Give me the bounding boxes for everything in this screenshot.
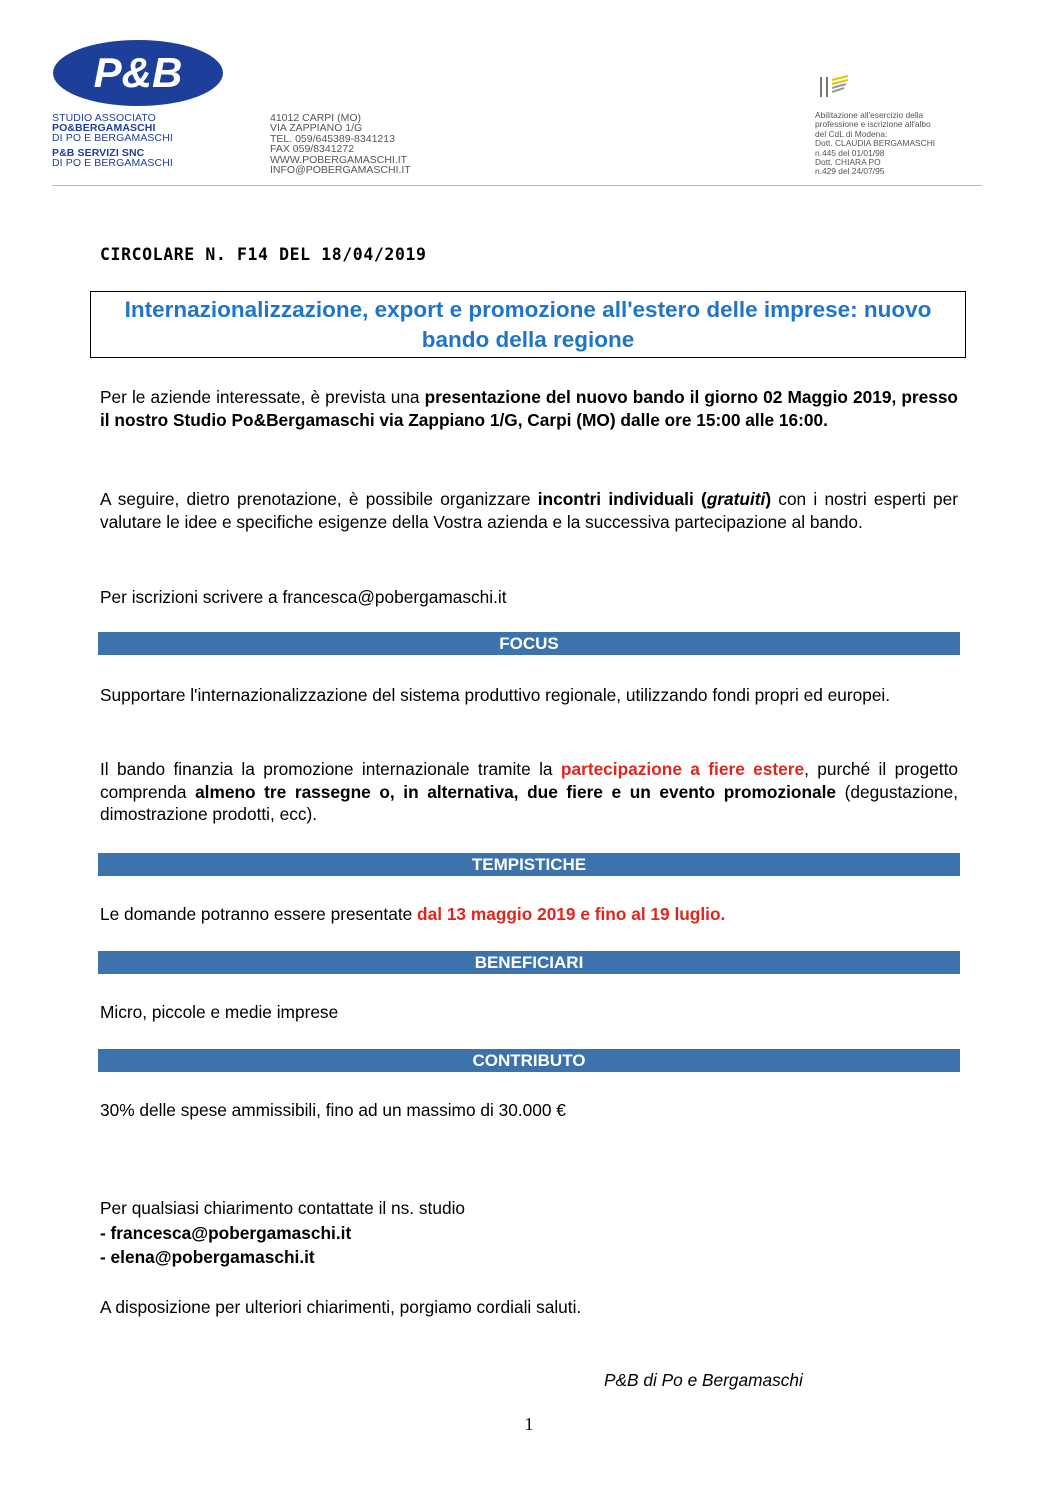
requirements-highlight: almeno tre rassegne o, in alternativa, due fiere e un evento promozionale [195,781,837,802]
section-heading-focus: FOCUS [98,632,960,655]
focus-paragraph-2 [100,758,958,826]
email-elena: - elena@pobergamaschi.it [100,1247,315,1268]
cdl-line: professione e iscrizione all'albo [815,119,931,130]
paren-close: ) [765,489,772,509]
address-line: VIA ZAPPIANO 1/G [270,122,363,135]
beneficiari-paragraph: Micro, piccole e medie imprese [100,1002,339,1022]
focus-text: , purché il progetto comprenda [100,759,958,802]
intro-text: con i nostri esperti per valutare le idee e specifiche esigenze della Vostra azienda e la successiva partecipazione al bando. [100,489,958,532]
tempistiche-paragraph [100,903,958,926]
logo-text: P&B [93,49,183,96]
focus-text: Il bando finanzia la promozione internazionale tramite la [100,759,561,779]
intro-paragraph-2 [100,488,958,533]
title-box [90,291,966,358]
cdl-line: Dott. CHIARA PO [815,157,881,168]
header-divider [52,185,982,186]
tempistiche-text: Le domande potranno essere presentate [100,904,418,924]
studio-name-block [52,113,173,168]
registration-line: Per iscrizioni scrivere a francesca@pobergamaschi.it [100,587,507,607]
servizi-line: P&B SERVIZI SNC [52,147,145,159]
fax-line: FAX 059/8341272 [270,143,355,156]
email-francesca: - francesca@pobergamaschi.it [100,1222,352,1243]
foreign-fairs-highlight: partecipazione a fiere estere [560,759,805,779]
phone-line: TEL. 059/645389-8341213 [270,132,395,145]
intro-paragraph-1 [100,386,958,431]
cdl-qualification-block [815,111,990,177]
intro-text: Per le aziende interessate, è prevista una [100,387,425,407]
presentation-details: presentazione del nuovo bando il giorno 02 Maggio 2019, presso il nostro Studio Po&Bergamaschi via Zappiano 1/G, Carpi (MO) dalle ore 15:00 alle 16:00. [100,387,958,430]
page-number: 1 [524,1414,534,1434]
email-line: INFO@POBERGAMASCHI.IT [270,164,411,177]
servizi-line: DI PO E BERGAMASCHI [52,157,173,169]
cdl-line: n.445 del 01/01/98 [815,147,885,158]
meetings-label: incontri individuali ( [537,489,707,509]
studio-line: STUDIO ASSOCIATO [52,112,156,124]
cdl-line: n.429 del 24/07/95 [815,166,885,177]
contributo-paragraph: 30% delle spese ammissibili, fino ad un massimo di 30.000 € [100,1100,566,1120]
focus-paragraph-1: Supportare l'internazionalizzazione del sistema produttivo regionale, utilizzando fondi propri ed europei. [100,685,891,705]
cdl-line: Abilitazione all'esercizio della [815,110,924,120]
studio-line: PO&BERGAMASCHI [52,122,156,134]
studio-line: DI PO E BERGAMASCHI [52,132,173,144]
intro-text: A seguire, dietro prenotazione, è possibile organizzare [100,489,538,509]
section-heading-contributo: CONTRIBUTO [98,1049,960,1072]
section-heading-tempistiche: TEMPISTICHE [98,853,960,876]
closing-paragraph: A disposizione per ulteriori chiarimenti, porgiamo cordiali saluti. [100,1297,582,1317]
company-logo [52,38,224,108]
contacts-block [100,1197,958,1269]
address-line: 41012 CARPI (MO) [270,112,362,124]
address-block [270,113,411,175]
cdl-line: Dott. CLAUDIA BERGAMASCHI [815,138,936,149]
circular-number: CIRCOLARE N. F14 DEL 18/04/2019 [100,245,427,264]
cdl-emblem-icon [816,74,852,102]
free-label: gratuiti [706,489,766,509]
document-title: Internazionalizzazione, export e promozione all'estero delle imprese: nuovo bando della regione [124,296,932,352]
cdl-line: del CdL di Modena: [815,128,888,139]
section-heading-beneficiari: BENEFICIARI [98,951,960,974]
signature: P&B di Po e Bergamaschi [604,1370,803,1390]
contacts-intro: Per qualsiasi chiarimento contattate il ns. studio [100,1198,466,1218]
deadline-highlight: dal 13 maggio 2019 e fino al 19 luglio. [417,904,726,924]
website-line: WWW.POBERGAMASCHI.IT [270,153,408,166]
focus-text: (degustazione, dimostrazione prodotti, ecc). [100,781,959,825]
